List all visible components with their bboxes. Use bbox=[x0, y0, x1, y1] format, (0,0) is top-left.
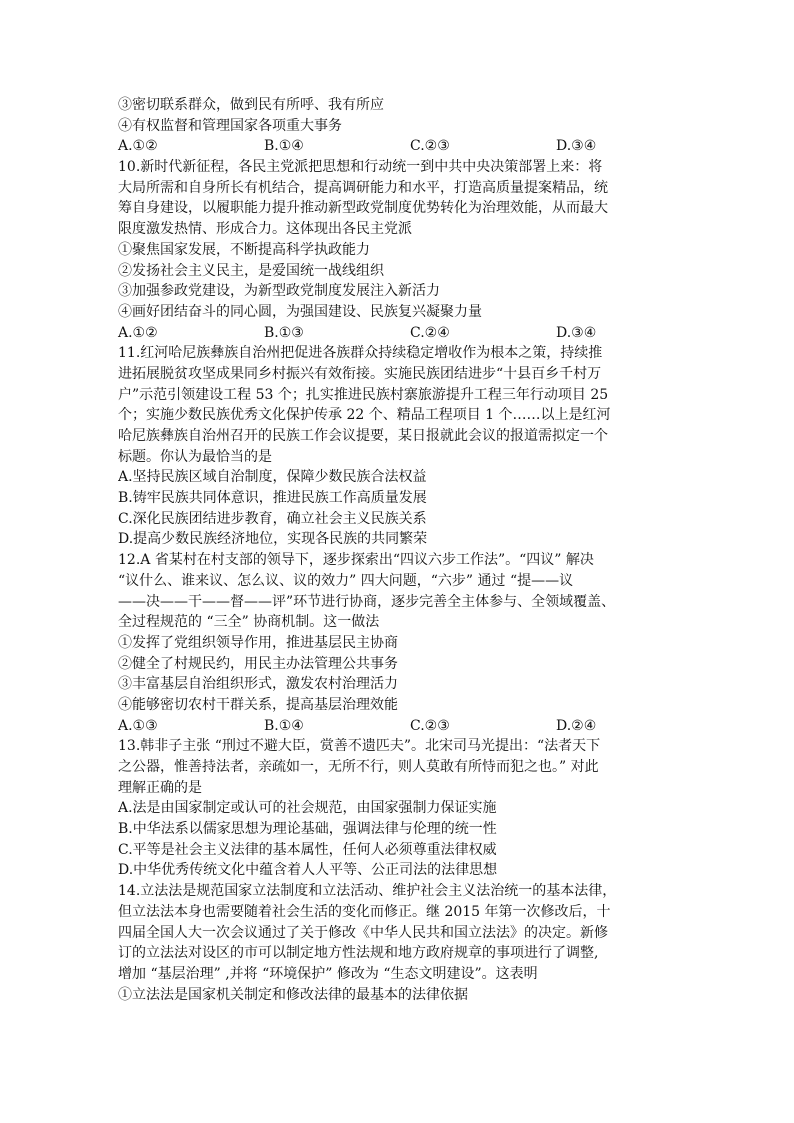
q12-option-c: C.②③ bbox=[410, 717, 450, 734]
q10-option-b: B.①③ bbox=[264, 324, 304, 341]
q10-item-4: ④画好团结奋斗的同心圆，为强国建设、民族复兴凝聚力量 bbox=[118, 303, 482, 320]
q9-item-4: ④有权监督和管理国家各项重大事务 bbox=[118, 117, 342, 134]
q10-option-a: A.①② bbox=[118, 324, 158, 341]
q10-stem-line: 限度激发热情、形成合力。这体现出各民主党派 bbox=[118, 221, 412, 238]
q11-stem-line: 11.红河哈尼族彝族自治州把促进各族群众持续稳定增收作为根本之策，持续推 bbox=[118, 345, 603, 362]
q9-option-a: A.①② bbox=[118, 138, 158, 155]
q13-choice-d: D.中华优秀传统文化中蕴含着人人平等、公正司法的法律思想 bbox=[118, 862, 498, 879]
q11-choice-c: C.深化民族团结进步教育，确立社会主义民族关系 bbox=[118, 510, 427, 527]
question-12 bbox=[118, 550, 678, 736]
q14-stem-line: 增加 “基层治理” ,并将 “环境保护” 修改为 “生态文明建设”。这表明 bbox=[118, 965, 538, 982]
q12-option-d: D.②④ bbox=[556, 717, 597, 734]
q12-item-4: ④能够密切农村干群关系，提高基层治理效能 bbox=[118, 696, 398, 713]
q10-option-d: D.③④ bbox=[556, 324, 597, 341]
q12-item-3: ③丰富基层自治组织形式，激发农村治理活力 bbox=[118, 676, 398, 693]
q13-choice-b: B.中华法系以儒家思想为理论基础，强调法律与伦理的统一性 bbox=[118, 821, 497, 838]
q11-stem-line: 进拓展脱贫攻坚成果同乡村振兴有效衔接。实施民族团结进步“十县百乡千村万 bbox=[118, 365, 602, 382]
q11-stem-line: 个；实施少数民族优秀文化保护传承 22 个、精品工程项目 1 个……以上是红河 bbox=[118, 407, 611, 424]
q9-option-c: C.②③ bbox=[410, 138, 450, 155]
exam-page bbox=[118, 95, 678, 1005]
q11-stem-line: 标题。你认为最恰当的是 bbox=[118, 448, 272, 465]
q11-stem-line: 哈尼族彝族自治州召开的民族工作会议提要，某日报就此会议的报道需拟定一个 bbox=[118, 428, 608, 444]
q13-stem-line: 理解正确的是 bbox=[118, 779, 202, 796]
question-9-tail bbox=[118, 95, 678, 157]
question-13 bbox=[118, 736, 678, 881]
q10-option-c: C.②④ bbox=[410, 324, 450, 341]
q13-stem-line: 之公器，惟善持法者，亲疏如一，无所不行，则人莫敢有所恃而犯之也。” 对此 bbox=[118, 759, 599, 775]
q11-choice-a: A.坚持民族区域自治制度，保障少数民族合法权益 bbox=[118, 469, 427, 486]
q14-stem-line: 但立法法本身也需要随着社会生活的变化而修正。继 2015 年第一次修改后，十 bbox=[118, 903, 611, 920]
q9-option-d: D.③④ bbox=[556, 138, 597, 155]
q10-stem-line: 大局所需和自身所长有机结合，提高调研能力和水平，打造高质量提案精品，统 bbox=[118, 179, 608, 196]
q9-options bbox=[118, 136, 678, 157]
q14-stem-line: 14.立法法是规范国家立法制度和立法活动、维护社会主义法治统一的基本法律， bbox=[118, 883, 617, 900]
q12-stem-line: ——决——干——督——评”环节进行协商，逐步完善全主体参与、全领域覆盖、 bbox=[118, 593, 616, 610]
q10-item-1: ①聚焦国家发展，不断提高科学执政能力 bbox=[118, 241, 370, 258]
q9-item-3: ③密切联系群众，做到民有所呼、我有所应 bbox=[118, 97, 384, 113]
q12-option-b: B.①④ bbox=[264, 717, 304, 734]
q13-choice-c: C.平等是社会主义法律的基本属性，任何人必须尊重法律权威 bbox=[118, 841, 497, 858]
question-10 bbox=[118, 157, 678, 343]
question-11 bbox=[118, 343, 678, 550]
q12-item-2: ②健全了村规民约，用民主办法管理公共事务 bbox=[118, 655, 398, 672]
q11-choice-d: D.提高少数民族经济地位，实现各民族的共同繁荣 bbox=[118, 531, 428, 548]
q11-choice-b: B.铸牢民族共同体意识，推进民族工作高质量发展 bbox=[118, 490, 427, 507]
q10-item-3: ③加强参政党建设，为新型政党制度发展注入新活力 bbox=[118, 283, 440, 300]
q12-option-a: A.①③ bbox=[118, 717, 158, 734]
q14-stem-line: 四届全国人大一次会议通过了关于修改《中华人民共和国立法法》的决定。新修 bbox=[118, 924, 608, 941]
q11-stem-line: 户”示范引领建设工程 53 个；扎实推进民族村寨旅游提升工程三年行动项目 25 bbox=[118, 386, 609, 403]
question-14 bbox=[118, 881, 678, 1005]
q12-options bbox=[118, 716, 678, 737]
q13-choice-a: A.法是由国家制定或认可的社会规范，由国家强制力保证实施 bbox=[118, 800, 497, 817]
q12-stem-line: 全过程规范的 “三全” 协商机制。这一做法 bbox=[118, 614, 380, 631]
q10-options bbox=[118, 323, 678, 344]
q12-stem-line: “议什么、谁来议、怎么议、议的效力” 四大问题，“六步” 通过 “提——议 bbox=[118, 572, 574, 589]
q13-stem-line: 13.韩非子主张 “刑过不避大臣，赏善不遗匹夫”。北宋司马光提出：“法者天下 bbox=[118, 738, 601, 755]
q10-item-2: ②发扬社会主义民主，是爱国统一战线组织 bbox=[118, 262, 384, 279]
q9-option-b: B.①④ bbox=[264, 138, 304, 155]
q14-stem-line: 订的立法法对设区的市可以制定地方性法规和地方政府规章的事项进行了调整, bbox=[118, 945, 599, 962]
q14-item-1: ①立法法是国家机关制定和修改法律的最基本的法律依据 bbox=[118, 986, 468, 1003]
q10-stem-line: 10.新时代新征程，各民主党派把思想和行动统一到中共中央决策部署上来：将 bbox=[118, 159, 603, 176]
q12-stem-line: 12.A 省某村在村支部的领导下，逐步探索出“四议六步工作法”。“四议” 解决 bbox=[118, 552, 594, 569]
q12-item-1: ①发挥了党组织领导作用，推进基层民主协商 bbox=[118, 634, 398, 651]
q10-stem-line: 筹自身建设，以履职能力提升推动新型政党制度优势转化为治理效能，从而最大 bbox=[118, 200, 608, 217]
